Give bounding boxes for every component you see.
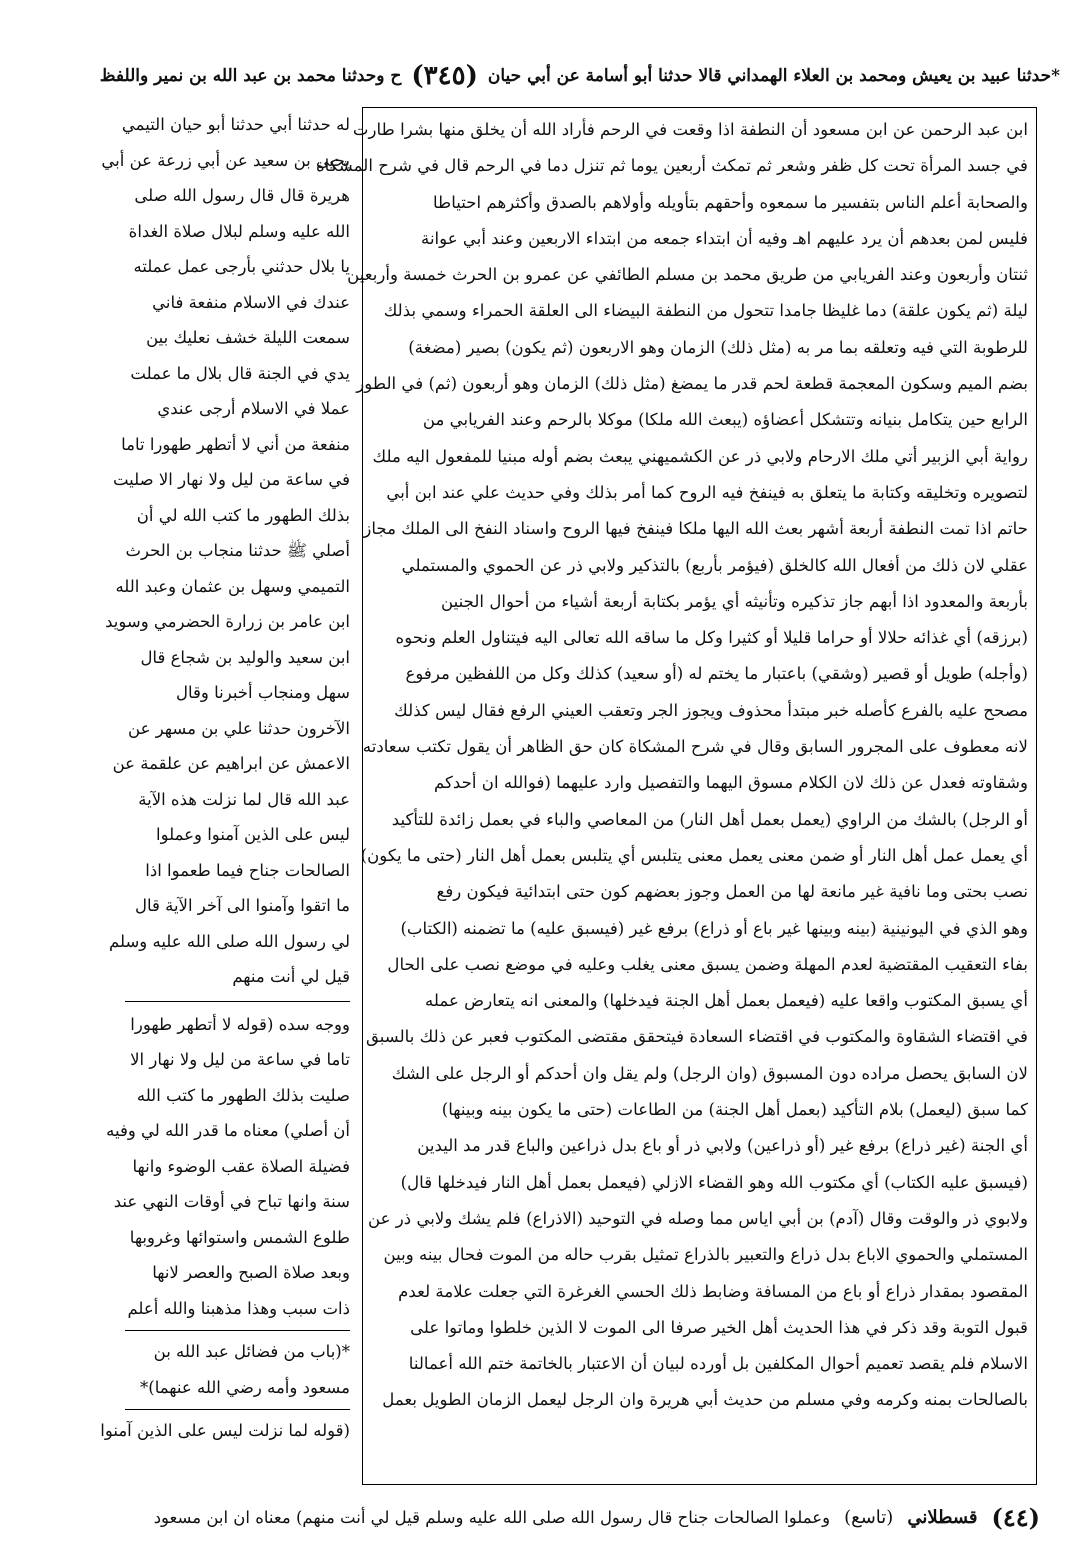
side-line: ذات سبب وهذا مذهبنا والله أعلم [127, 1298, 350, 1318]
side-line: ووجه سده (قوله لا أتطهر طهورا [130, 1014, 350, 1034]
commentary-line: وشقاوته فعدل عن ذلك لان الكلام مسوق اليهما والتفصيل وارد عليهما (فوالله ان أحدكم [433, 773, 1028, 793]
side-line: أن أصلي) معناه ما قدر الله لي وفيه [106, 1121, 350, 1140]
side-line: عملا في الاسلام أرجى عندي [157, 399, 350, 418]
side-line: ابن عامر بن زرارة الحضرمي وسويد [105, 612, 350, 631]
side-line: الله عليه وسلم لبلال صلاة الغداة [128, 221, 350, 241]
commentary-line: أي يسبق المكتوب واقعا عليه (فيعمل بعمل أهل الجنة فيدخلها) والمعنى انه يتعارض عمله [424, 991, 1028, 1011]
side-line: يحيى بن سعيد عن أبي زرعة عن أبي [101, 150, 350, 170]
side-line: عندك في الاسلام منفعة فاني [152, 292, 350, 312]
side-line: الصالحات جناح فيما طعموا اذا [145, 860, 350, 880]
commentary-line: مصحح عليه بالفرع كأصله خبر مبتدأ محذوف ويجوز الجر وتعقب العيني الرفع فقال ليس كذلك [394, 700, 1028, 720]
commentary-line: أو الرجل) بالشك من الراوي (يعمل بعمل أهل النار) من المعاصي والباء في بعمل زائدة للتأكيد [391, 809, 1028, 829]
side-column [100, 107, 350, 1449]
commentary-line: بالصالحات بمنه وكرمه وفي مسلم من حديث أبي هريرة وان الرجل ليعمل الزمان الطويل بعمل [382, 1390, 1028, 1410]
side-line: لي رسول الله صلى الله عليه وسلم [109, 931, 350, 951]
commentary-line: أي يعمل عمل أهل النار أو ضمن معنى يعمل معنى يتلبس أي يتلبس بعمل أهل النار (حتى ما يكون) [360, 845, 1028, 865]
side-line: *(باب من فضائل عبد الله بن [153, 1342, 350, 1361]
header-right-text: *حدثنا عبيد بن يعيش ومحمد بن العلاء الهمداني قالا حدثنا أبو أسامة عن أبي حيان [487, 66, 1060, 86]
commentary-line: حاتم اذا تمت النطفة أربعة أشهر بعث الله اليها ملكا فينفخ فيها الروح واسناد النفخ الى الملك مجاز [363, 519, 1028, 539]
commentary-line: (وأجله) طويل أو قصير (وشقي) باعتبار ما يختم له (أو سعيد) كذلك وكل من اللفظين مرفوع [405, 664, 1028, 684]
header-left-text: ح وحدثنا محمد بن عبد الله بن نمير واللفظ [99, 66, 402, 86]
commentary-line: في جسد المرأة تحت كل ظفر وشعر ثم تمكث أربعين يوما ثم تنزل دما في الرحم قال في شرح المشكاة [315, 156, 1028, 176]
commentary-line: بضم الميم وسكون المعجمة قطعة لحم قدر ما يمضغ (مثل ذلك) الزمان وهو أربعون (ثم) في الطور [356, 374, 1028, 394]
side-line: طلوع الشمس واستوائها وغروبها [129, 1227, 350, 1247]
side-line: تاما في ساعة من ليل ولا نهار الا [130, 1050, 350, 1069]
commentary-line: قبول التوبة وقد ذكر في هذا الحديث أهل الخير صرفا الى الموت لا الذين خلطوا وماتوا على [410, 1317, 1028, 1337]
side-line: هريرة قال قال رسول الله صلى [134, 186, 350, 205]
commentary-line: (برزقه) أي غذائه حلالا أو حراما قليلا أو كثيرا وكل ما ساقه الله تعالى اليه فيتناول العلم ونحوه [395, 628, 1028, 648]
commentary-line: كما سبق (ليعمل) بلام التأكيد (بعمل أهل الجنة) من الطاعات (حتى ما يكون بينه وبينها) [441, 1100, 1028, 1120]
commentary-line: بفاء التعقيب المقتضية لعدم المهلة وضمن يسبق معنى يغلب وعليه في موضع نصب على الحال [387, 954, 1028, 974]
side-line: ما اتقوا وآمنوا الى آخر الآية قال [134, 896, 350, 915]
page-header [100, 52, 1060, 100]
commentary-line: ليلة (ثم يكون علقة) دما غليظا جامدا تتحول من النطفة البيضاء الى العلقة الحمراء وسمي بذلك [383, 301, 1028, 321]
side-divider [125, 1001, 350, 1002]
side-line: سهل ومنجاب أخبرنا وقال [175, 683, 350, 702]
commentary-line: لانه معطوف على المجرور السابق وقال في شرح المشكاة كان حق الظاهر أن يقول تكتب سعادته [362, 737, 1028, 757]
side-line: سنة وانها تباح في أوقات النهي عند [113, 1192, 350, 1211]
side-line: عبد الله قال لما نزلت هذه الآية [138, 789, 350, 809]
page-footer [110, 1497, 1040, 1537]
commentary-line: (فيسبق عليه الكتاب) أي مكتوب الله وهو القضاء الازلي (فيعمل بعمل أهل النار فيدخلها قال) [400, 1172, 1028, 1192]
side-line: وبعد صلاة الصبح والعصر لانها [152, 1263, 350, 1282]
side-line: ليس على الذين آمنوا وعملوا [156, 825, 350, 844]
commentary-line: أي الجنة (غير ذراع) برفع غير (أو ذراعين) ولابي ذر أو باع بدل ذراعين والباع قدر مد اليدين [417, 1136, 1028, 1156]
footer-text: وعملوا الصالحات جناح قال رسول الله صلى الله عليه وسلم قيل لي أنت منهم) معناه ان ابن مسعود [153, 1507, 831, 1527]
side-line: بذلك الطهور ما كتب الله لي أن [136, 505, 350, 525]
side-line: التميمي وسهل بن عثمان وعبد الله [115, 576, 350, 596]
footer-label: قسطلاني [907, 1506, 978, 1528]
commentary-box [315, 107, 1037, 1485]
page-number: (٣٤٥) [411, 61, 478, 91]
side-line: منفعة من أني لا أتطهر طهورا تاما [121, 434, 350, 454]
commentary-line: ابن عبد الرحمن عن ابن مسعود أن النطفة اذا وقعت في الرحم فأراد الله أن يخلق منها بشرا طارت [352, 120, 1028, 139]
side-line: الاعمش عن ابراهيم عن علقمة عن [112, 754, 350, 773]
footer-signature: (تاسع) [844, 1506, 894, 1528]
footer-number: (٤٤) [991, 1502, 1040, 1532]
side-divider [125, 1330, 350, 1331]
commentary-line: لان السابق يحصل مراده دون المسبوق (وان الرجل) ولم يقل وان أحدكم أو الرجل على الشك [391, 1063, 1028, 1083]
side-line: (قوله لما نزلت ليس على الذين آمنوا [100, 1421, 350, 1440]
side-line: صليت بذلك الطهور ما كتب الله [136, 1085, 350, 1105]
side-divider [125, 1409, 350, 1410]
commentary-line: بأربعة والمعدود اذا أبهم جاز تذكيره وتأنيثه أي يؤمر بكتابة أربعة أشياء من أحوال الجنين [441, 591, 1028, 611]
side-line: يا بلال حدثني بأرجى عمل عملته [133, 257, 350, 276]
commentary-line: في اقتضاء الشقاوة والمكتوب في اقتضاء السعادة فيتحقق مقتضى المكتوب فعبر عن ذلك بالسبق [365, 1027, 1028, 1047]
side-line: قيل لي أنت منهم [232, 967, 350, 986]
side-line: يدي في الجنة قال بلال ما عملت [130, 363, 350, 383]
side-line: سمعت الليلة خشف نعليك بين [146, 328, 350, 347]
commentary-line: لتصويره وتخليقه وكتابة ما يتعلق به فينفخ فيه الروح كما أمر بذلك وفي حديث علي عند ابن أبي [386, 482, 1028, 502]
commentary-line: نصب بحتى وما نافية غير مانعة لها من العمل وجوز بعضهم كون حتى ابتدائية فيكون رفع [436, 882, 1028, 902]
commentary-line: ولابوي ذر والوقت وقال (آدم) بن أبي اياس مما وصله في التوحيد (الاذراع) فلم يشك ولابي ذر عن [367, 1208, 1028, 1228]
side-line: ابن سعيد والوليد بن شجاع قال [140, 647, 350, 667]
commentary-line: للرطوبة التي فيه وتعلقه بما مر به (مثل ذلك) الزمان وهو الاربعون (ثم يكون) بصير (مضغة) [408, 337, 1028, 357]
commentary-line: ثنتان وأربعون وعند الفريابي من طريق محمد بن مسلم الطائفي عن عمرو بن الحرث خمسة وأربعين [347, 265, 1028, 285]
side-line: أصلي ﷺ حدثنا منجاب بن الحرث [125, 541, 350, 560]
side-line: مسعود وأمه رضي الله عنهما)* [140, 1377, 350, 1397]
commentary-line: الاسلام فلم يقصد تعميم أحوال المكلفين بل أورده لبيان أن الاعتبار بالخاتمة ختم الله أعمالنا [408, 1354, 1028, 1374]
side-line: الآخرون حدثنا علي بن مسهر عن [128, 718, 350, 738]
commentary-line: الرابع حين يتكامل بنيانه وتتشكل أعضاؤه (يبعث الله ملكا) موكلا بالرحم وعند الفريابي من [422, 410, 1028, 430]
side-line: في ساعة من ليل ولا نهار الا صليت [112, 470, 350, 489]
commentary-line: المستملي والحموي الاباع بدل ذراع والتعبير بالذراع تمثيل بقرب حاله من الموت فحال بينه وبين [383, 1245, 1028, 1265]
commentary-line: عقلي لان ذلك من أفعال الله كالخلق (فيؤمر بأربع) بالتذكير ولابي ذر عن الحموي والمستملي [401, 555, 1028, 575]
side-line: له حدثنا أبي حدثنا أبو حيان التيمي [121, 115, 350, 134]
commentary-line: المقصود بمقدار ذراع أو باع من المسافة وضابط ذلك الحسي الغرغرة التي جعلت علامة لعدم [398, 1281, 1028, 1301]
side-line: فضيلة الصلاة عقب الوضوء وانها [132, 1156, 350, 1176]
commentary-line: فليس لمن بعدهم أن يرد عليهم اهـ وفيه أن ابتداء جمعه من ابتداء الاربعين وعند أبي عوانة [421, 228, 1028, 248]
commentary-line: والصحابة أعلم الناس بتفسير ما سمعوه وأحقهم بتأويله وأولاهم بالصدق وأكثرهم احتياطا [432, 192, 1028, 212]
commentary-line: رواية أبي الزبير أتي ملك الارحام ولابي ذر عن الكشميهني يبعث بضم أوله مبنيا للمفعول اليه ملك [372, 446, 1028, 466]
commentary-line: وهو الذي في اليونينية (بينه وبينها غير باع أو ذراع) برفع غير (فيسبق عليه) ما تضمنه (الكتاب) [400, 918, 1028, 938]
